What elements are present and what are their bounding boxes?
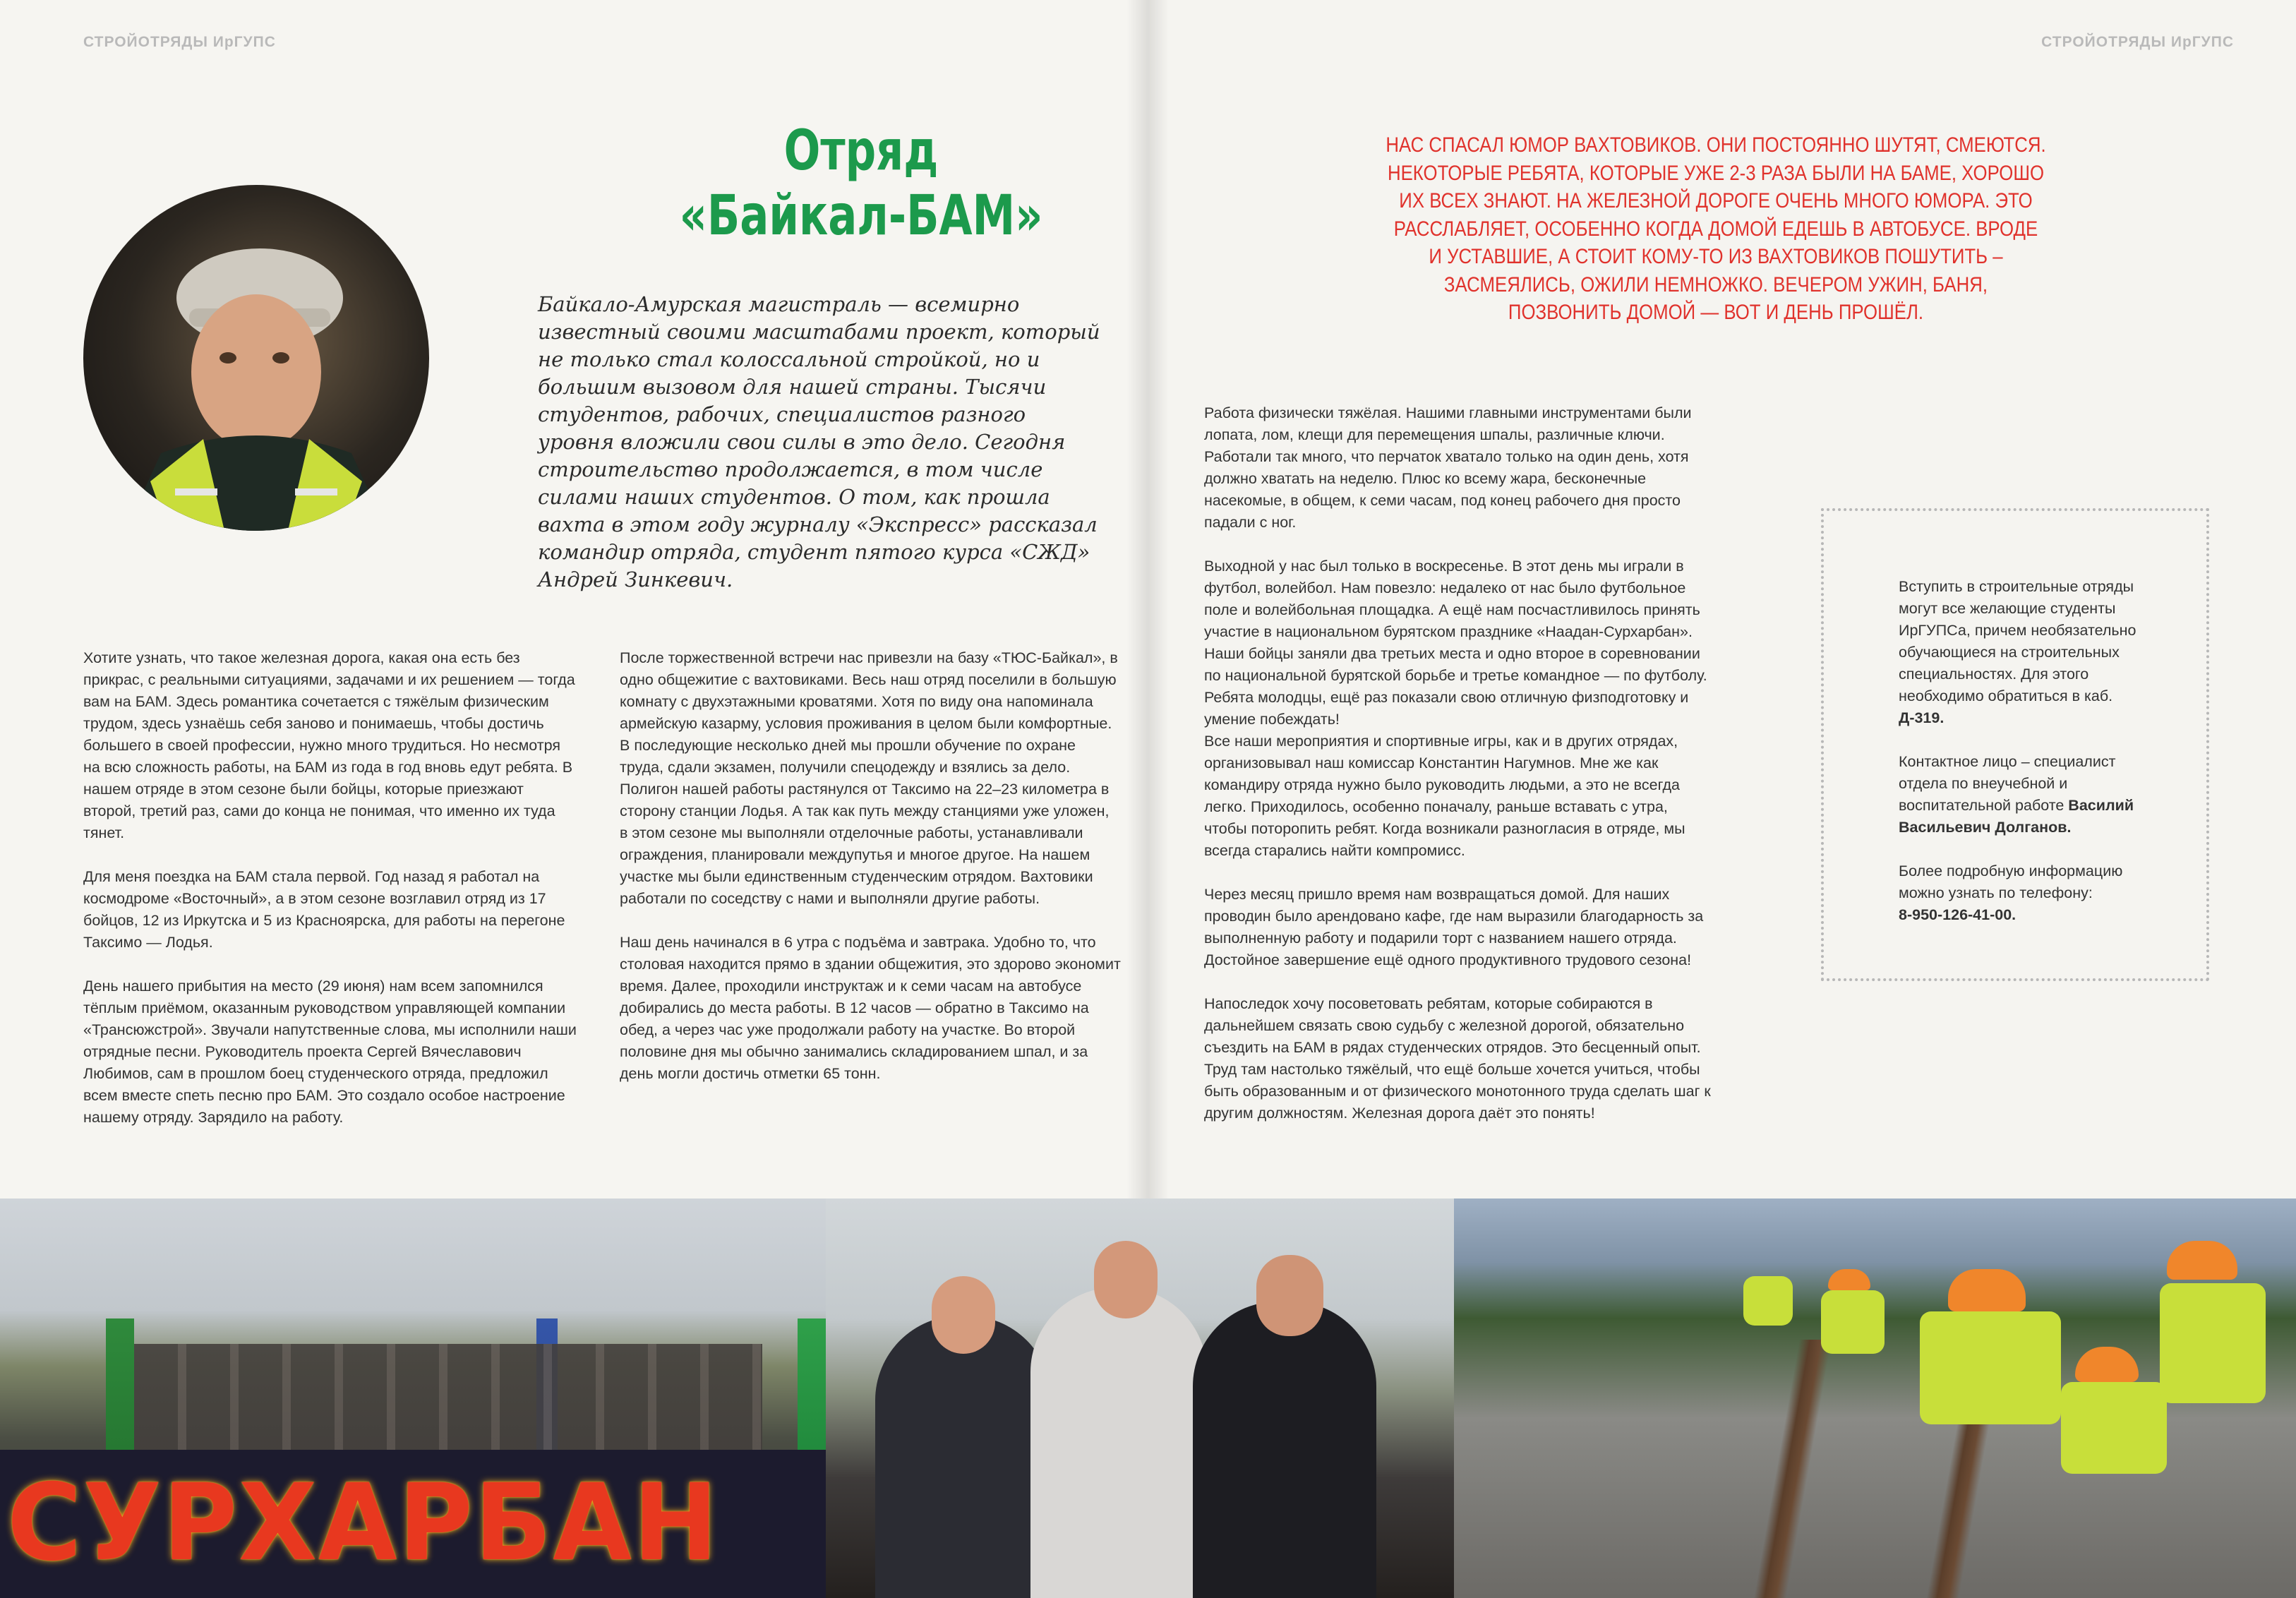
title-line-1: Отряд xyxy=(783,119,939,183)
photo-medal-winners xyxy=(826,1198,1454,1598)
worker-helmet xyxy=(1948,1269,2026,1311)
worker-vest xyxy=(2160,1283,2266,1403)
paragraph: Работа физически тяжёлая. Нашими главными инструментами были лопата, лом, клещи для перемещения шпалы, различные ключи. Работали так много, что перчаток хватало только на один день, хотя должно хватать на неделю. Плюс ко всему жара, бесконечные насекомые, в общем, к семи часам, под конец рабочего дня просто падали с ног. xyxy=(1204,404,1692,531)
worker-vest xyxy=(1821,1290,1885,1354)
info-join-text: Вступить в строительные отряды могут все желающие студенты ИрГУПСа, причем необязательно обучающиеся на строительных специальностях. Для этого необходимо обратиться в каб. xyxy=(1899,578,2136,704)
paragraph: День нашего прибытия на место (29 июня) нам всем запомнился тёплым приёмом, оказанным руководством управляющей компании «Трансюжстрой». Звучали напутственные слова, мы исполнили наши отрядные песни. Руководитель проекта Сергей Вячеславович Любимов, сам в прошлом боец студенческого отряда, предложил всем вместе спеть песню про БАМ. Это создало особое настроение нашему отряду. Зарядило на работу. xyxy=(83,978,577,1126)
info-box xyxy=(1821,508,2209,981)
info-contact-name: Василий Васильевич Долганов. xyxy=(1899,797,2134,836)
face xyxy=(932,1276,995,1354)
paragraph: Все наши мероприятия и спортивные игры, как и в других отрядах, организовывал наш комиссар Константин Нагумнов. Мне же как командиру отряда нужно было руководить людьми, а это не всегда легко. Приходилось, особенно поначалу, раньше вставать с утра, чтобы поторопить ребят. Когда возникали разногласия в отряде, мы всегда старались найти компромисс. xyxy=(1204,733,1685,859)
worker-helmet xyxy=(2167,1241,2237,1280)
sports-banner xyxy=(0,1450,826,1598)
info-contact-text: Контактное лицо – специалист отдела по внеучебной и воспитательной работе xyxy=(1899,753,2116,814)
paragraph: Наш день начинался в 6 утра с подъёма и завтрака. Удобно то, что столовая находится прямо в здании общежития, это здорово экономит время. Далее, проходили инструктаж и к семи часам на автобусе добирались до места работы. В 12 часов — обратно в Таксимо на обед, а через час уже продолжали работу на участке. Во второй половине дня мы обычно занимались складированием шпал, и за день могли достичь отметки 65 тонн. xyxy=(620,934,1121,1082)
paragraph: После торжественной встречи нас привезли на базу «ТЮС-Байкал», в одно общежитие с вахтовиками. Весь наш отряд поселили в большую комнату с двухэтажными кроватями. Хотя по виду она напоминала армейскую казарму, условия проживания в целом были комфортные. В последующие несколько дней мы прошли обучение по охране труда, сдали экзамен, получили спецодежду и взялись за дело. Полигон нашей работы растянулся от Таксимо на 22–23 километра в сторону станции Лодья. А так как путь между станциями уже уложен, в этом сезоне мы выполняли отделочные работы, устанавливали ограждения, планировали междупутья и многое другое. На нашем участке мы были единственным студенческим отрядом. Вахтовики работали по соседству с нами и выполняли другие работы. xyxy=(620,649,1118,907)
info-paragraph xyxy=(1899,751,2146,839)
info-room: Д-319. xyxy=(1899,709,1945,726)
right-column xyxy=(1204,402,1712,1146)
paragraph: Выходной у нас был только в воскресенье. В этот день мы играли в футбол, волейбол. Нам повезло: недалеко от нас было футбольное поле и волейбольная площадка. А ещё нам посчастливилось принять участие в национальном бурятском празднике «Наадан-Сурхарбан». Наши бойцы заняли два третьих места и одно второе в соревновании по национальной бурятской борьбе и третье командное — по футболу. Ребята молодцы, ещё раз показали свою отличную физподготовку и умение побеждать! xyxy=(1204,558,1707,728)
running-head-left: СТРОЙОТРЯДЫ ИрГУПС xyxy=(83,34,276,50)
portrait-photo xyxy=(83,185,429,531)
left-column-2 xyxy=(620,647,1121,1107)
info-phone: 8-950-126-41-00. xyxy=(1899,906,2016,923)
info-box-content xyxy=(1899,576,2146,948)
face xyxy=(1094,1241,1158,1318)
person xyxy=(1030,1287,1207,1598)
article-lead: Байкало-Амурская магистраль — всемирно известный своими масштабами проект, который не только стал колоссальной стройкой, но и большим вызовом для нашей страны. Тысячи студентов, рабочих, специалистов разного уровня вложили свои силы в это дело. Сегодня строительство продолжается, в том числе силами наших студентов. О том, как прошла вахта в этом году журналу «Экспресс» рассказал командир отряда, студент пятого курса «СЖД» Андрей Зинкевич. xyxy=(538,292,1100,591)
paragraph: Напоследок хочу посоветовать ребятам, которые собираются в дальнейшем связать свою судьбу с железной дорогой, обязательно съездить на БАМ в рядах студенческих отрядов. Это бесценный опыт. Труд там настолько тяжёлый, что ещё больше хочется учиться, чтобы быть образованным и от физического монотонного труда сделать шаг к другим должностям. Железная дорога даёт это понять! xyxy=(1204,995,1711,1122)
photo-track-workers xyxy=(1454,1198,2296,1598)
worker-helmet xyxy=(1828,1269,1870,1290)
info-paragraph xyxy=(1899,860,2146,926)
face xyxy=(1256,1255,1323,1336)
photo-surkharban-team xyxy=(0,1198,826,1598)
worker-vest xyxy=(2061,1382,2167,1474)
info-paragraph xyxy=(1899,576,2146,729)
title-line-2: «Байкал-БАМ» xyxy=(679,184,1043,248)
left-column-1 xyxy=(83,647,577,1151)
portrait-illustration xyxy=(83,185,429,531)
pull-quote: НАС СПАСАЛ ЮМОР ВАХТОВИКОВ. ОНИ ПОСТОЯННО ШУТЯТ, СМЕЮТСЯ. НЕКОТОРЫЕ РЕБЯТА, КОТОРЫЕ УЖЕ 2-3 РАЗА БЫЛИ НА БАМЕ, ХОРОШО ИХ ВСЕХ ЗНАЮТ. НА ЖЕЛЕЗНОЙ ДОРОГЕ ОЧЕНЬ МНОГО ЮМОРА. ЭТО РАССЛАБЛЯЕТ, ОСОБЕННО КОГДА ДОМОЙ ЕДЕШЬ В АВТОБУСЕ. ВРОДЕ И УСТАВШИЕ, А СТОИТ КОМУ-ТО ИЗ ВАХТОВИКОВ ПОШУТИТЬ – ЗАСМЕЯЛИСЬ, ОЖИЛИ НЕМНОЖКО. ВЕЧЕРОМ УЖИН, БАНЯ, ПОЗВОНИТЬ ДОМОЙ — ВОТ И ДЕНЬ ПРОШЁЛ. xyxy=(1386,133,2046,324)
banner-lettering: СУРХАРБАН xyxy=(7,1462,720,1585)
paragraph: Через месяц пришло время нам возвращаться домой. Для наших проводин было арендовано кафе, где нам выразили благодарность за выполненную работу и подарили торт с названием нашего отряда. Достойное завершение ещё одного продуктивного трудового сезона! xyxy=(1204,886,1704,968)
person xyxy=(1193,1302,1376,1598)
article-title xyxy=(613,119,1109,248)
worker-vest xyxy=(1920,1311,2061,1424)
paragraph: Для меня поездка на БАМ стала первой. Год назад я работал на космодроме «Восточный», а в этом сезоне возглавил отряд из 17 бойцов, 12 из Иркутска и 5 из Красноярска, для работы на перегоне Таксимо — Лодья. xyxy=(83,868,565,951)
running-head-right: СТРОЙОТРЯДЫ ИрГУПС xyxy=(2041,34,2234,50)
worker-vest xyxy=(1743,1276,1793,1326)
info-phone-text: Более подробную информацию можно узнать по телефону: xyxy=(1899,863,2123,901)
paragraph: Хотите узнать, что такое железная дорога, какая она есть без прикрас, с реальными ситуациями, задачами и их решением — тогда вам на БАМ. Здесь романтика сочетается с тяжёлым физическим трудом, здесь узнаёшь себя заново и понимаешь, чтобы достичь большего в своей профессии, нужно много трудиться. Но несмотря на всю сложность работы, на БАМ из года в год вновь едут ребята. В нашем отряде в этом сезоне были бойцы, которые приезжают второй, третий раз, сами до конца не понимая, что именно их туда тянет. xyxy=(83,649,575,841)
person xyxy=(875,1316,1052,1598)
